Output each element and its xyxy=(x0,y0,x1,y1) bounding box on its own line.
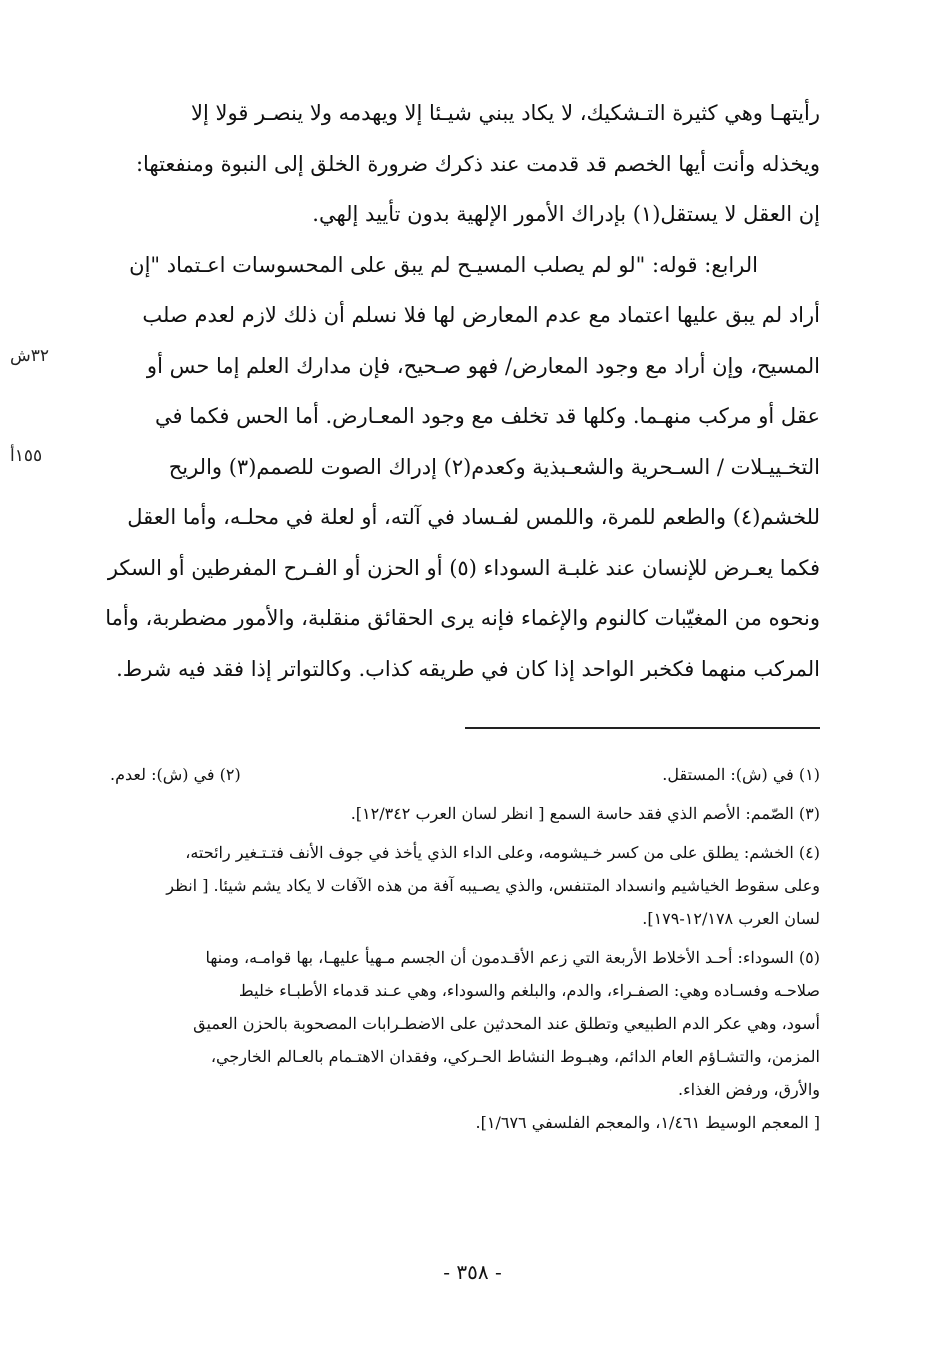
text-line: أراد لم يبق عليها اعتماد مع عدم المعارض لها فلا نسلم أن ذلك لازم لعدم صلب xyxy=(142,303,820,327)
text-line: رأيتهـا وهي كثيرة التـشكيك، لا يكاد يبني شيـئا إلا ويهدمه ولا ينصـر قولا إلا xyxy=(191,101,820,125)
text-line: عقل أو مركب منهـما. وكلها قد تخلف مع وجود المعـارض. أما الحس فكما في xyxy=(155,404,820,428)
footnote-5-reference: [ المعجم الوسيط ١/٤٦١، والمعجم الفلسفي ١/٦٧٦]. xyxy=(475,1113,820,1132)
text-line: المسيح، وإن أراد مع وجود المعارض/ فهو صـحيح، فإن مدارك العلم إما حس أو xyxy=(146,353,820,378)
main-text-block xyxy=(75,88,820,694)
footnote-5-line: والأرق، ورفض الغذاء. xyxy=(678,1080,820,1099)
text-line: الرابع: قوله: "لو لم يصلب المسيـح لم يبق على المحسوسات اعـتماد "إن xyxy=(129,252,758,277)
margin-note-manuscript-a: ١٥٥أ xyxy=(10,446,43,466)
text-line: التخـييـلات / السـحرية والشعـبذية وكعدم(٢) إدراك الصوت للصمم(٣) والريح xyxy=(168,454,820,479)
footnote-5-line: صلاحـه وفسـاده وهي: الصفـراء، والدم، والبلغم والسوداء، وهي عـند قدماء الأطبـاء خليط xyxy=(238,981,820,1000)
footnote-5-line: (٥) السوداء: أحـد الأخلاط الأربعة التي زعم الأقـدمون أن الجسم مـهيأ عليهـا، بها قوامـه، ومنها xyxy=(205,948,820,967)
text-line: للخشم(٤) والطعم للمرة، واللمس لفـساد في آلته، أو لعلة في محلـه، وأما العقل xyxy=(127,505,820,529)
footnote-separator xyxy=(465,727,820,729)
footnote-5-line: أسود، وهي عكر الدم الطبيعي وتطلق عند المحدثين على الاضطـرابات المصحوبة بالحزن العميق xyxy=(193,1014,820,1033)
footnote-1: (١) في (ش): المستقل. xyxy=(662,765,820,784)
footnote-2: (٢) في (ش): لعدم. xyxy=(110,765,241,784)
footnotes-block xyxy=(80,758,820,1139)
page-number: - ٣٥٨ - xyxy=(443,1260,502,1284)
text-line: إن العقل لا يستقل(١) بإدراك الأمور الإلهية بدون تأييد إلهي. xyxy=(312,202,820,226)
footnote-row-1-2 xyxy=(80,758,820,791)
footnote-4-line: وعلى سقوط الخياشيم وانسداد المتنفس، والذي يصـيبه آفة من هذه الآفات لا يكاد يشم شيئا. [ انظر xyxy=(166,876,820,895)
footnote-4-line: (٤) الخشم: يطلق على من كسر خـيشومه، وعلى الداء الذي يأخذ في جوف الأنف فتـتـغير رائحته، xyxy=(185,843,820,862)
text-line: المركب منهما فكخبر الواحد إذا كان في طريقه كذاب. وكالتواتر إذا فقد فيه شرط. xyxy=(116,656,820,681)
text-line: ونحوه من المغيّبات كالنوم والإغماء فإنه يرى الحقائق منقلبة، والأمور مضطربة، وأما xyxy=(105,606,820,630)
footnote-3: (٣) الصّمم: الأصم الذي فقد حاسة السمع [ انظر لسان العرب ١٢/٣٤٢]. xyxy=(350,804,820,823)
footnote-5-line: المزمن، والتشـاؤم العام الدائم، وهبـوط النشاط الحـركي، وفقدان الاهتـمام بالعـالم الخارجي، xyxy=(210,1047,820,1066)
text-line: ويخذله وأنت أيها الخصم قد قدمت عند ذكرك ضرورة الخلق إلى النبوة ومنفعتها: xyxy=(135,151,820,176)
text-line: فكما يعـرض للإنسان عند غلبـة السوداء (٥) أو الحزن أو الفـرح المفرطين أو السكر xyxy=(107,555,820,580)
margin-note-manuscript-sh: ٣٢ش xyxy=(10,346,50,366)
footnote-4-line: لسان العرب ١٢/١٧٨-١٧٩]. xyxy=(642,909,820,928)
